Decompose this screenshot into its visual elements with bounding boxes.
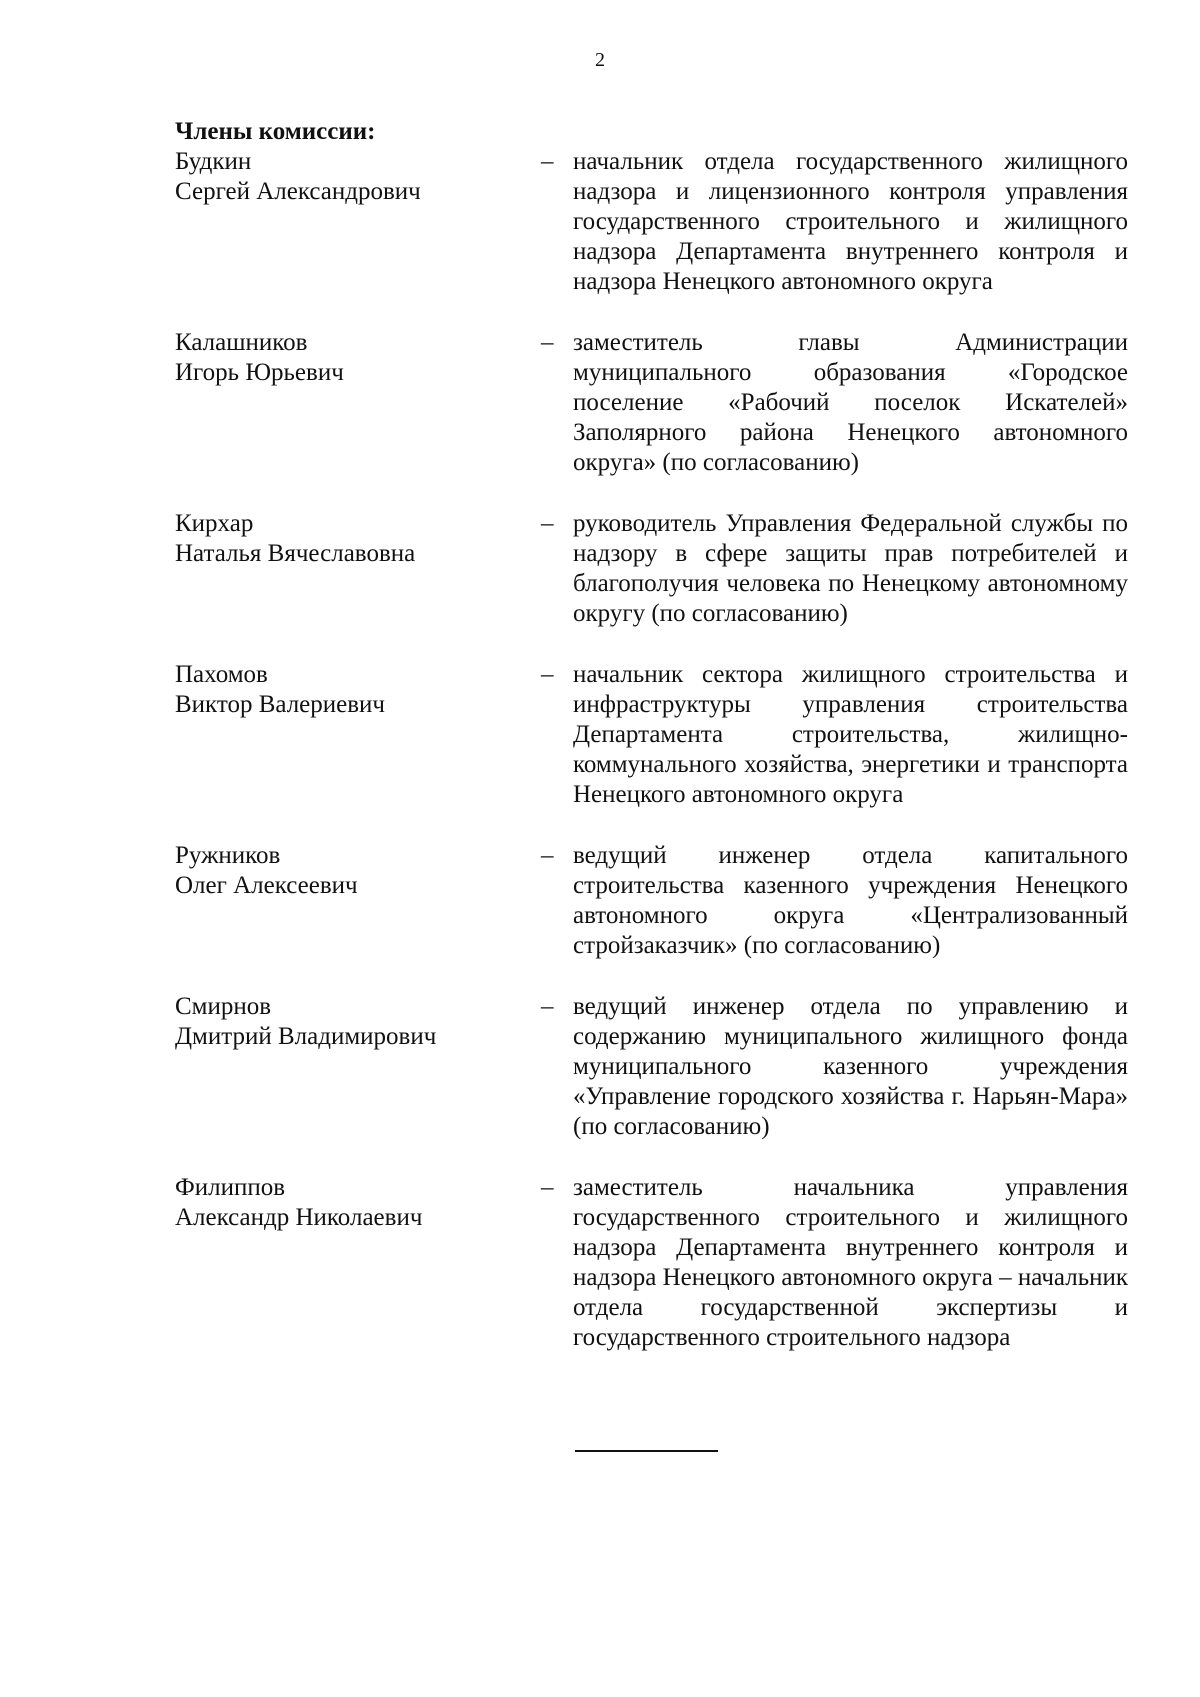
member-first-names: Наталья Вячеславовна [175, 540, 416, 567]
member-first-names: Виктор Валериевич [175, 691, 386, 718]
member-last-name: Кирхар [175, 510, 254, 537]
member-last-name: Филиппов [175, 1174, 286, 1201]
member-role: руководитель Управления Федеральной службы по надзору в сфере защиты прав потребителей и благополучия человека по Ненецкому автономному округу (по согласованию) [573, 510, 1128, 627]
member-first-names: Олег Алексеевич [175, 872, 358, 899]
member-first-names: Сергей Александрович [175, 178, 421, 205]
member-entry [175, 992, 1132, 1142]
member-entry [175, 328, 1132, 478]
dash-separator: – [541, 842, 554, 869]
commission-members-section [175, 117, 1132, 1353]
member-name [175, 660, 541, 720]
dash-separator: – [541, 148, 554, 175]
member-last-name: Будкин [175, 148, 252, 175]
member-last-name: Калашников [175, 329, 308, 356]
member-name [175, 328, 541, 388]
member-entry [175, 147, 1132, 297]
member-name [175, 841, 541, 901]
dash-separator: – [541, 329, 554, 356]
member-role: начальник сектора жилищного строительства и инфраструктуры управления строительства Департамента строительства, жилищно-коммунального хозяйства, энергетики и транспорта Ненецкого автономного округа [573, 661, 1128, 808]
section-title: Члены комиссии: [175, 118, 376, 145]
member-entry [175, 841, 1132, 961]
member-role: заместитель главы Администрации муниципального образования «Городское поселение «Рабочий поселок Искателей» Заполярного района Ненецкого автономного округа» (по согласованию) [573, 329, 1128, 476]
dash-separator: – [541, 661, 554, 688]
dash-separator: – [541, 993, 554, 1020]
member-entry [175, 1173, 1132, 1353]
member-last-name: Пахомов [175, 661, 268, 688]
dash-separator: – [541, 1174, 554, 1201]
member-first-names: Дмитрий Владимирович [175, 1023, 437, 1050]
member-role: ведущий инженер отдела по управлению и содержанию муниципального жилищного фонда муниципального казенного учреждения «Управление городского хозяйства г. Нарьян-Мара» (по согласованию) [573, 993, 1128, 1140]
member-first-names: Игорь Юрьевич [175, 359, 344, 386]
closing-rule [575, 1450, 718, 1452]
member-name [175, 509, 541, 569]
member-entry [175, 660, 1132, 810]
member-last-name: Ружников [175, 842, 281, 869]
member-role: начальник отдела государственного жилищного надзора и лицензионного контроля управления государственного строительного и жилищного надзора Департамента внутреннего контроля и надзора Ненецкого автономного округа [573, 148, 1128, 295]
member-entry [175, 509, 1132, 629]
dash-separator: – [541, 510, 554, 537]
member-role: ведущий инженер отдела капитального строительства казенного учреждения Ненецкого автономного округа «Централизованный стройзаказчик» (по согласованию) [573, 842, 1128, 959]
page-number: 2 [595, 49, 605, 71]
member-name [175, 147, 541, 207]
member-role: заместитель начальника управления государственного строительного и жилищного надзора Департамента внутреннего контроля и надзора Ненецкого автономного округа – начальник отдела государственной экспертизы и государственного строительного надзора [573, 1174, 1129, 1351]
member-first-names: Александр Николаевич [175, 1204, 423, 1231]
member-name [175, 1173, 541, 1233]
member-name [175, 992, 541, 1052]
member-last-name: Смирнов [175, 993, 272, 1020]
